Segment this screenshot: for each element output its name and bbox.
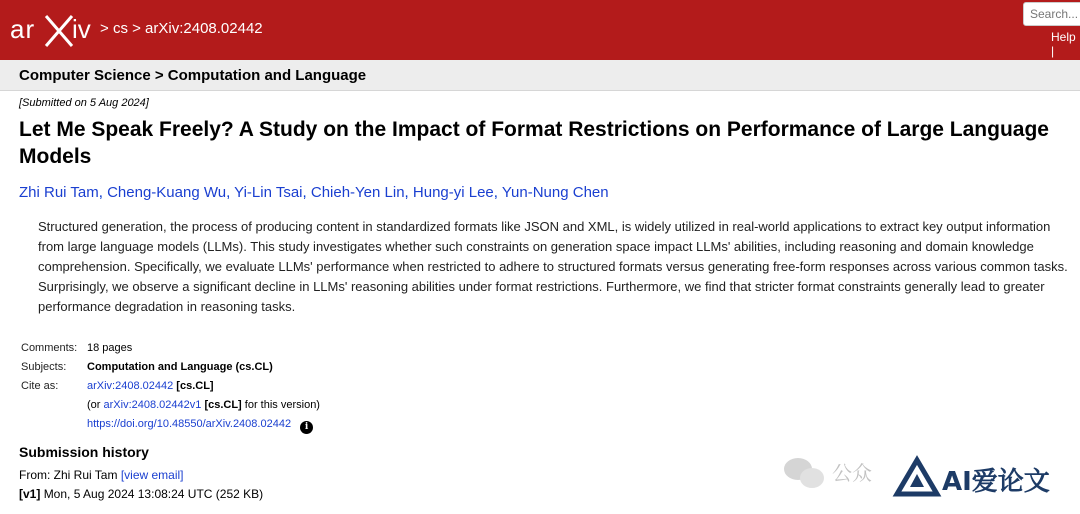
info-icon[interactable]: i: [300, 421, 313, 434]
wechat-icon: [784, 458, 824, 488]
table-row: [18, 358, 323, 377]
view-email-link[interactable]: [view email]: [120, 468, 184, 482]
metadata-table: [18, 339, 323, 435]
search-input[interactable]: [1023, 2, 1080, 26]
table-row: [18, 377, 323, 396]
cite-for-text: for this version): [244, 399, 320, 411]
subject-breadcrumb: Computer Science > Computation and Language: [19, 67, 367, 84]
watermark: [782, 452, 1072, 502]
breadcrumb-sep: >: [100, 20, 109, 37]
version-line: [19, 487, 263, 501]
table-row: [18, 396, 323, 415]
submission-history-heading: Submission history: [19, 444, 149, 460]
comments-value: 18 pages: [87, 342, 133, 354]
svg-text:iv: iv: [72, 14, 91, 44]
subjects-value: Computation and Language (cs.CL): [87, 361, 273, 373]
version-date: Mon, 5 Aug 2024 13:08:24 UTC (252 KB): [43, 487, 264, 501]
ai-logo-icon: [897, 460, 937, 494]
author-link[interactable]: Hung-yi Lee: [412, 184, 494, 201]
version-label: [v1]: [19, 487, 41, 501]
submitter-name: From: Zhi Rui Tam: [19, 468, 118, 482]
comments-label: Comments:: [21, 342, 78, 354]
subject-bar: [0, 60, 1080, 91]
cite-id-link[interactable]: arXiv:2408.02442: [87, 380, 174, 392]
author-link[interactable]: Zhi Rui Tam: [19, 184, 99, 201]
breadcrumb-sep: >: [132, 20, 141, 37]
submitter-line: [19, 468, 184, 482]
cite-or-text: (or: [87, 399, 101, 411]
paper-title: Let Me Speak Freely? A Study on the Impact of Format Restrictions on Performance of Large Language Models: [19, 118, 1049, 168]
author-link[interactable]: Chieh-Yen Lin: [310, 184, 405, 201]
arxiv-logo[interactable]: [10, 8, 98, 52]
subjects-label: Subjects:: [21, 361, 67, 373]
table-row: [18, 339, 323, 358]
breadcrumb-cs-link[interactable]: cs: [112, 20, 128, 37]
cite-label: Cite as:: [21, 380, 59, 392]
breadcrumb: [100, 20, 263, 37]
cite-version-category: [cs.CL]: [204, 399, 242, 411]
svg-text:ar: ar: [10, 14, 36, 44]
submitted-date: [Submitted on 5 Aug 2024]: [19, 97, 149, 109]
table-row: [18, 415, 323, 435]
cite-version-link[interactable]: arXiv:2408.02442v1: [103, 399, 202, 411]
author-link[interactable]: Cheng-Kuang Wu: [107, 184, 227, 201]
abstract: Structured generation, the process of producing content in standardized formats like JSON and XML, is widely utilized in real-world applications to extract key output information from large language models (LLMs). This study investigates whether such constraints on generation space impact LLMs' abilities, including reasoning and domain knowledge comprehension. Specifically, we evaluate LLMs' performance when restricted to adhere to structured formats versus generating free-form responses across various common tasks. Surprisingly, we observe a significant decline in LLMs' reasoning abilities under format restrictions. Furthermore, we find that stricter format constraints generally lead to greater performance degradation in reasoning tasks.: [38, 219, 1068, 314]
author-link[interactable]: Yi-Lin Tsai: [234, 184, 303, 201]
breadcrumb-paper-id: arXiv:2408.02442: [145, 20, 263, 37]
watermark-glyphs: 公众: [832, 461, 872, 485]
watermark-text: AI爱论文: [942, 467, 1050, 497]
author-list: Zhi Rui Tam, Cheng-Kuang Wu, Yi-Lin Tsai, Chieh-Yen Lin, Hung-yi Lee, Yun-Nung Chen: [19, 184, 609, 201]
doi-link[interactable]: https://doi.org/10.48550/arXiv.2408.02442: [87, 418, 292, 430]
cite-category: [cs.CL]: [176, 380, 214, 392]
author-link[interactable]: Yun-Nung Chen: [501, 184, 609, 201]
help-link[interactable]: Help |: [1051, 30, 1076, 58]
header-bar: [0, 0, 1080, 60]
